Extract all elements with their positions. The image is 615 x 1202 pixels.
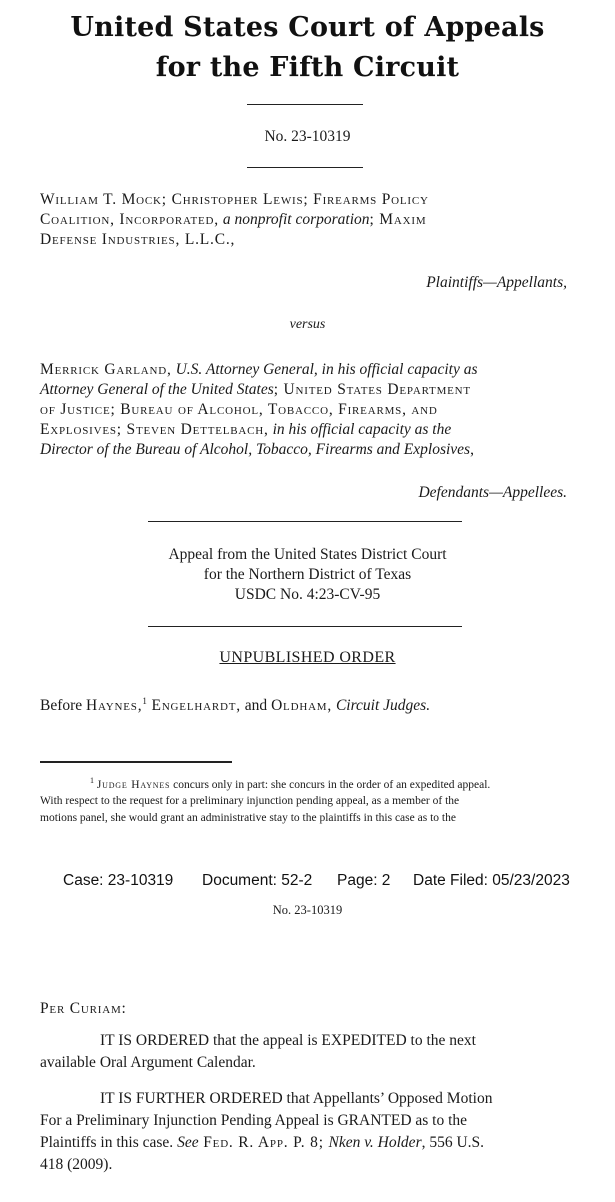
para1-line2: available Oral Argument Calendar. bbox=[40, 1054, 256, 1071]
appeal-line1: Appeal from the United States District Court bbox=[168, 546, 447, 563]
divider-parties bbox=[148, 521, 462, 522]
footnote-ref[interactable]: 1 bbox=[142, 696, 147, 706]
plaintiffs-block bbox=[40, 190, 580, 250]
judge-haynes: Haynes, bbox=[86, 697, 143, 715]
defendants-role: Defendants—Appellees. bbox=[418, 484, 567, 501]
para2-line2: For a Preliminary Injunction Pending Appeal is GRANTED as to the bbox=[40, 1112, 468, 1129]
defendants-l5-it: Director of the Bureau of Alcohol, Tobacco, Firearms and Explosives bbox=[40, 441, 471, 458]
appeal-line2: for the Northern District of Texas bbox=[203, 566, 412, 583]
plaintiffs-line3: Defense Industries, L.L.C., bbox=[40, 231, 236, 248]
para2-line4: 418 (2009). bbox=[40, 1156, 113, 1173]
appeal-block bbox=[0, 545, 615, 605]
defendants-l4-it: in his official capacity as the bbox=[268, 421, 452, 438]
page-number: Page: 2 bbox=[337, 872, 391, 889]
footnote-mark: 1 bbox=[90, 776, 94, 785]
case-header bbox=[0, 872, 615, 892]
defendants-l1-sc: Merrick Garland, bbox=[40, 361, 172, 378]
document-number: Document: 52-2 bbox=[202, 872, 313, 889]
divider-top bbox=[247, 104, 363, 105]
para2-case-name: Nken v. Holder bbox=[328, 1134, 422, 1151]
defendants-l3-sc: of Justice; Bureau of Alcohol, Tobacco, Firearms, and bbox=[40, 401, 438, 418]
footnote-judge: Judge Haynes bbox=[96, 778, 171, 791]
before-prefix: Before bbox=[40, 697, 87, 715]
per-curiam-label: Per Curiam: bbox=[40, 1000, 127, 1017]
court-name-line2: for the Fifth Circuit bbox=[155, 52, 460, 83]
appeal-line3: USDC No. 4:23-CV-95 bbox=[234, 586, 381, 603]
before-line bbox=[40, 691, 580, 716]
footnote-line1: concurs only in part: she concurs in the order of an expedited appeal. bbox=[170, 778, 491, 791]
docket-number-page2: No. 23-10319 bbox=[272, 903, 343, 917]
defendants-l2-it: Attorney General of the United States bbox=[40, 381, 274, 398]
order-title bbox=[0, 649, 615, 667]
judge-oldham: Oldham, bbox=[271, 697, 333, 715]
para2-line3-a: Plaintiffs in this case. bbox=[40, 1134, 178, 1151]
divider-docket bbox=[247, 167, 363, 168]
court-name-line1: United States Court of Appeals bbox=[70, 12, 545, 43]
plaintiffs-line1: William T. Mock; Christopher Lewis; Firearms Policy bbox=[40, 191, 429, 208]
docket-number: No. 23-10319 bbox=[264, 128, 351, 145]
order-title-text: UNPUBLISHED ORDER bbox=[219, 649, 396, 666]
para2-line1: IT IS FURTHER ORDERED that Appellants’ Opposed Motion bbox=[100, 1090, 493, 1107]
footnote-line2: With respect to the request for a preliminary injunction pending appeal, as a member of the bbox=[40, 795, 460, 808]
para1-line1: IT IS ORDERED that the appeal is EXPEDITED to the next bbox=[100, 1032, 476, 1049]
footnote-divider bbox=[40, 761, 232, 763]
footnote-block bbox=[40, 773, 580, 826]
defendants-l1-it: U.S. Attorney General, in his official capacity as bbox=[171, 361, 478, 378]
order-paragraph-1 bbox=[40, 1030, 580, 1074]
defendants-l4-sc: Explosives; Steven Dettelbach, bbox=[40, 421, 269, 438]
case-number: Case: 23-10319 bbox=[63, 872, 174, 889]
defendants-l5-end: , bbox=[470, 441, 474, 458]
footnote-line3: motions panel, she would grant an administrative stay to the plaintiffs in this case as to the bbox=[40, 811, 456, 824]
defendants-l2-sc: ; United States Department bbox=[273, 381, 471, 398]
plaintiffs-line2-a: Coalition, Incorporated, bbox=[40, 211, 219, 228]
para2-fed-rule: Fed. R. App. P. 8; bbox=[198, 1134, 329, 1151]
versus-label: versus bbox=[289, 317, 326, 332]
divider-appeal bbox=[148, 626, 462, 627]
defendants-block bbox=[40, 360, 580, 460]
per-curiam bbox=[40, 998, 580, 1020]
para2-line3-b: , 556 U.S. bbox=[421, 1134, 485, 1151]
plaintiffs-line2-italic: a nonprofit corporation bbox=[218, 211, 370, 228]
para2-see: See bbox=[177, 1134, 199, 1151]
before-and: and bbox=[240, 697, 272, 715]
plaintiffs-role: Plaintiffs—Appellants, bbox=[426, 274, 567, 291]
order-paragraph-2 bbox=[40, 1088, 580, 1176]
before-suffix: Circuit Judges. bbox=[332, 697, 431, 715]
date-filed: Date Filed: 05/23/2023 bbox=[413, 872, 570, 889]
plaintiffs-line2-b: ; Maxim bbox=[369, 211, 427, 228]
judge-engelhardt: Engelhardt, bbox=[146, 697, 241, 715]
